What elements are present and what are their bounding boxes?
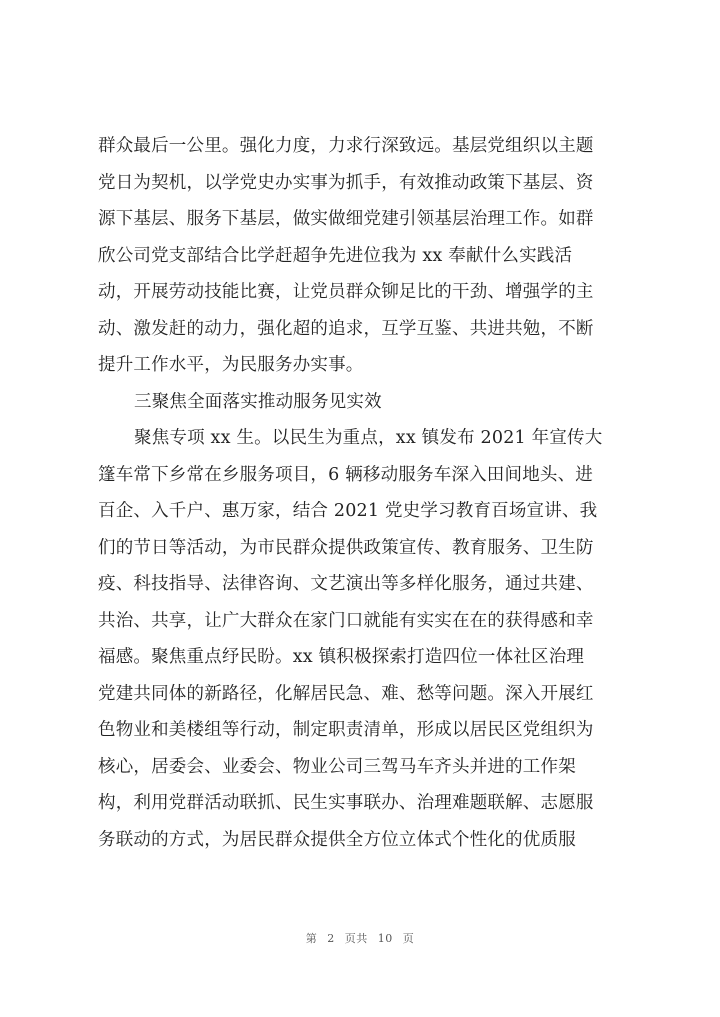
paragraph-line: 动，开展劳动技能比赛，让党员群众铆足比的干劲、增强学的主 (98, 282, 594, 302)
current-page-number: 2 (327, 932, 335, 945)
paragraph-line: 党日为契机，以学党史办实事为抓手，有效推动政策下基层、资 (98, 172, 594, 193)
paragraph-line: 福感。聚焦重点纾民盼。xx 镇积极探索打造四位一体社区治理 (98, 647, 585, 667)
paragraph-line: 百企、入千户、惠万家，结合 2021 党史学习教育百场宣讲、我 (98, 501, 598, 521)
paragraph-line: 核心，居委会、业委会、物业公司三驾马车齐头并进的工作架 (98, 756, 576, 777)
footer-mid: 页共 (344, 932, 368, 945)
body-text (98, 128, 638, 858)
paragraph-line: 们的节日等活动，为市民群众提供政策宣传、教育服务、卫生防 (98, 537, 594, 558)
total-pages-number: 10 (377, 932, 393, 945)
paragraph-line: 提升工作水平，为民服务办实事。 (98, 355, 364, 375)
footer-prefix: 第 (305, 932, 318, 945)
paragraph-line: 聚焦专项 xx 生。以民生为重点，xx 镇发布 2021 年宣传大 (134, 428, 603, 448)
paragraph-line: 动、激发赶的动力，强化超的追求，互学互鉴、共进共勉，不断 (98, 318, 594, 339)
paragraph-line: 篷车常下乡常在乡服务项目，6 辆移动服务车深入田间地头、进 (98, 464, 593, 485)
paragraph-line: 疫、科技指导、法律咨询、文艺演出等多样化服务，通过共建、 (98, 574, 594, 594)
paragraph-line: 构，利用党群活动联抓、民生实事联办、治理难题联解、志愿服 (98, 793, 594, 813)
paragraph-line: 群众最后一公里。强化力度，力求行深致远。基层党组织以主题 (98, 136, 594, 156)
paragraph-line: 共治、共享，让广大群众在家门口就能有实实在在的获得感和幸 (98, 610, 594, 631)
paragraph-line: 色物业和美楼组等行动，制定职责清单，形成以居民区党组织为 (98, 720, 594, 740)
paragraph-line: 务联动的方式，为居民群众提供全方位立体式个性化的优质服 (98, 829, 576, 850)
footer-suffix: 页 (402, 932, 415, 945)
section-heading: 三聚焦全面落实推动服务见实效 (134, 391, 382, 412)
page-footer (0, 930, 720, 946)
paragraph-line: 党建共同体的新路径，化解居民急、难、愁等问题。深入开展红 (98, 683, 594, 704)
paragraph-line: 源下基层、服务下基层，做实做细党建引领基层治理工作。如群 (98, 209, 594, 229)
paragraph-line: 欣公司党支部结合比学赶超争先进位我为 xx 奉献什么实践活 (98, 245, 573, 266)
